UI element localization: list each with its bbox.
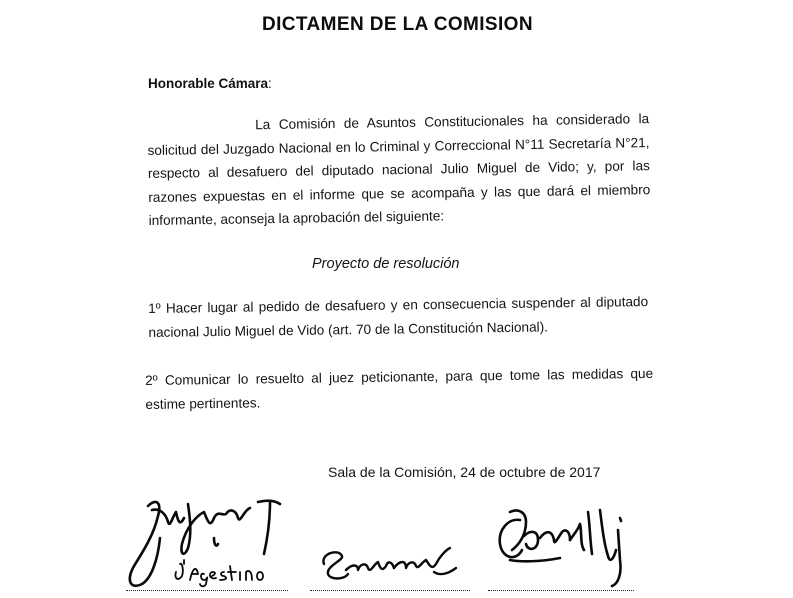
document-title: DICTAMEN DE LA COMISION [262, 14, 533, 35]
article-2: 2º Comunicar lo resuelto al juez peticionante, para que tome las medidas que estime pertinentes. [145, 365, 654, 412]
signature-dagostino [118, 488, 298, 592]
body-paragraph [147, 107, 651, 232]
paragraph-indent [147, 129, 255, 131]
signature-2 [316, 530, 466, 590]
article-1: 1º Hacer lugar al pedido de desafuero y en consecuencia suspender al diputado nacional Julio Miguel de Vido (art. 70 de la Constitución Nacional). [148, 294, 649, 340]
signature-line-1 [126, 590, 288, 591]
signature-2-image [316, 530, 466, 590]
salutation-colon: : [268, 76, 272, 91]
signature-dagostino-image [118, 488, 298, 592]
signature-line-3 [488, 590, 634, 591]
salutation-text: Honorable Cámara [148, 76, 269, 91]
place-date: Sala de la Comisión, 24 de octubre de 2017 [328, 464, 601, 480]
signature-3-image [480, 500, 640, 592]
section-heading: Proyecto de resolución [312, 256, 460, 272]
salutation [148, 76, 272, 91]
body-text: La Comisión de Asuntos Constitucionales ha considerado la solicitud del Juzgado Nacional en lo Criminal y Correccional N°11 Secretaría N°21, respecto al desafuero del diputado nacional Julio Miguel de Vido; y, por las razones expuestas en el informe que se acompaña y las que dará el miembro informante, aconseja la aprobación del siguiente: [147, 111, 651, 228]
signature-line-2 [310, 590, 470, 591]
signature-3 [480, 500, 640, 592]
